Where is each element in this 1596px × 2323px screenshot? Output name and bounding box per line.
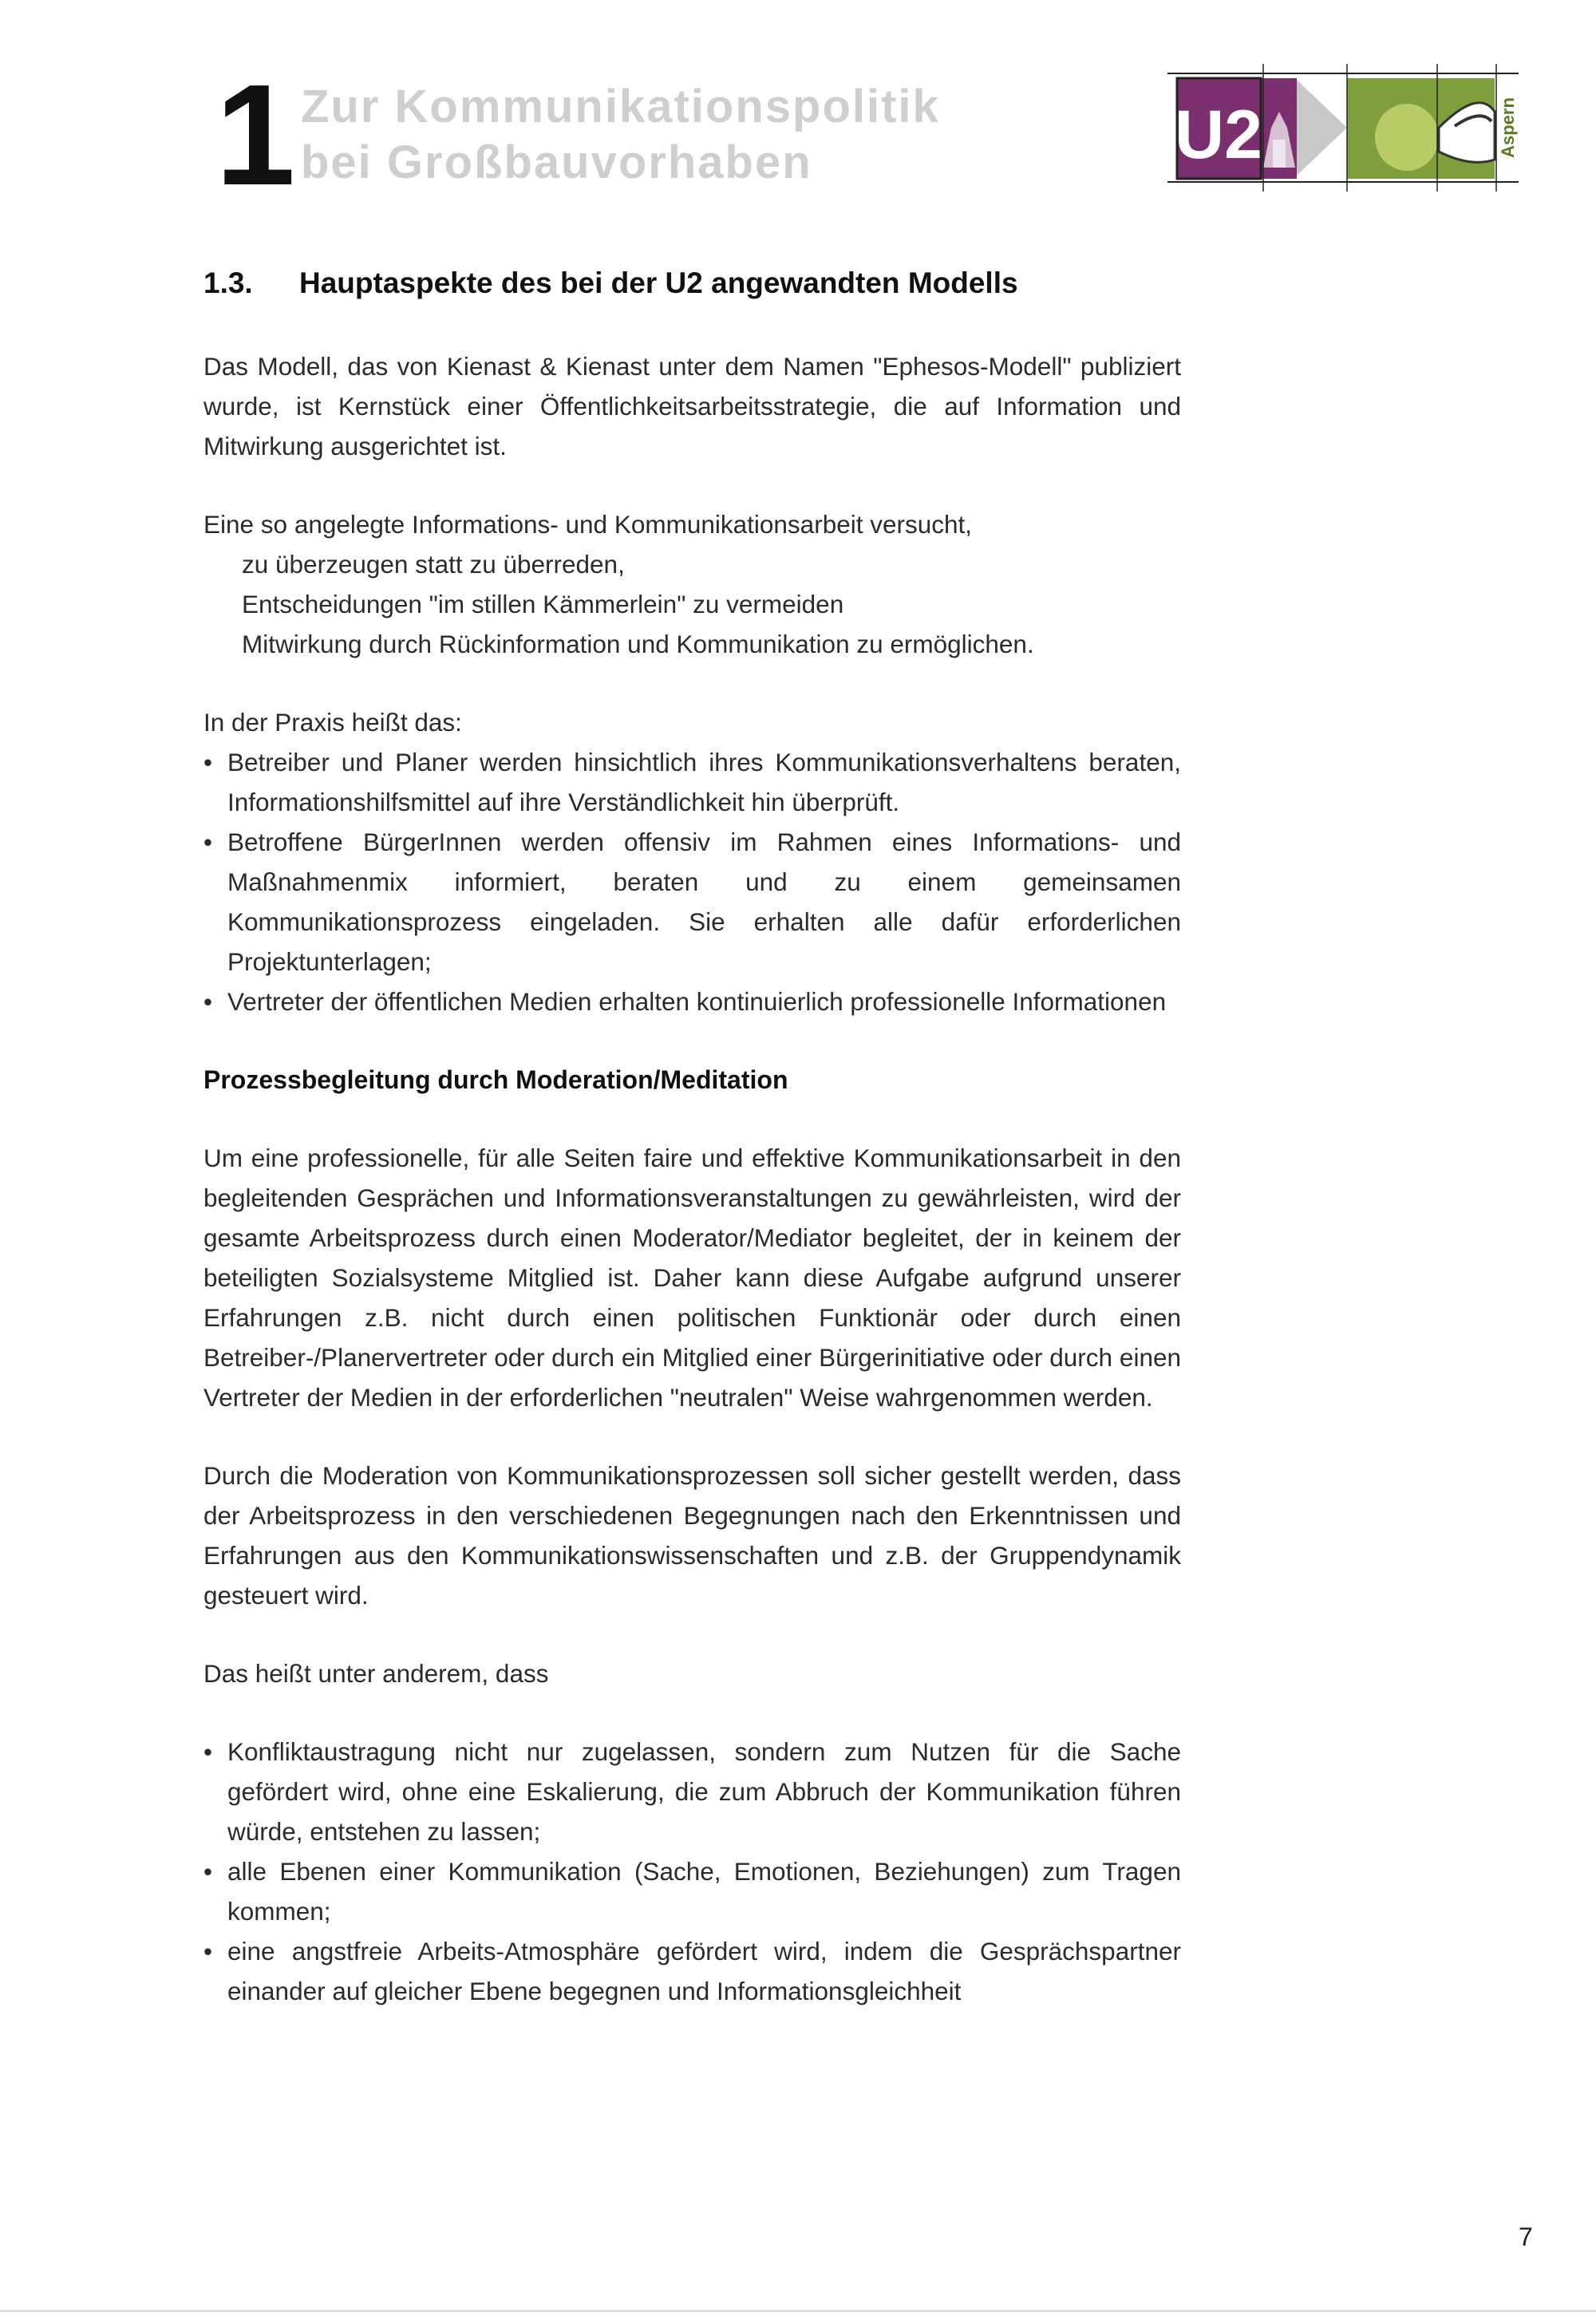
chapter-title-line-1: Zur Kommunikationspolitik (301, 81, 940, 132)
page-content (203, 263, 1181, 2011)
moderation-lead: Das heißt unter anderem, dass (203, 1659, 549, 1688)
list-item: • alle Ebenen einer Kommunikation (Sache, Emotionen, Beziehungen) zum Tragen kommen; (203, 1851, 1181, 1931)
logo-u2-text: U2 (1175, 97, 1262, 173)
moderation-list (203, 1732, 1181, 2011)
chapter-title (301, 79, 940, 191)
chapter-title-line-2: bei Großbauvorhaben (301, 136, 812, 188)
approach-lead: Eine so angelegte Informations- und Kommunikationsarbeit versucht, (203, 510, 973, 539)
section-heading (203, 263, 1181, 303)
bottom-rule (0, 2310, 1596, 2312)
list-item: • Betroffene BürgerInnen werden offensiv im Rahmen eines Informations- und Maßnahmenmix informiert, beraten und zu einem gemeinsamen Kommunikationsprozess eingeladen. Sie erhalten alle dafür erforderlichen Projektunterlagen; (203, 822, 1181, 982)
practice-lead: In der Praxis heißt das: (203, 708, 462, 737)
list-item: • eine angstfreie Arbeits-Atmosphäre gefördert wird, indem die Gesprächspartner einander auf gleicher Ebene begegnen und Informationsgleichheit (203, 1931, 1181, 2011)
moderation-paragraph-2: Durch die Moderation von Kommunikationsprozessen soll sicher gestellt werden, dass der Arbeitsprozess in den verschiedenen Begegnungen nach den Erkenntnissen und Erfahrungen aus den Kommunikationswissenschaften und z.B. der Gruppendynamik gesteuert wird. (203, 1461, 1181, 1610)
approach-item: Mitwirkung durch Rückinformation und Kommunikation zu ermöglichen. (242, 630, 1034, 658)
practice-list (203, 742, 1181, 1021)
list-item: • Betreiber und Planer werden hinsichtlich ihres Kommunikationsverhaltens beraten, Informationshilfsmittel auf ihre Verständlichkeit hin überprüft. (203, 742, 1181, 822)
moderation-paragraph-1: Um eine professionelle, für alle Seiten faire und effektive Kommunikationsarbeit in den begleitenden Gesprächen und Informationsveranstaltungen zu gewährleisten, wird der gesamte Arbeitsprozess durch einen Moderator/Mediator begleitet, der in keinem der beteiligten Sozialsysteme Mitglied ist. Daher kann diese Aufgabe aufgrund unserer Erfahrungen z.B. nicht durch einen politischen Funktionär oder durch einen Betreiber-/Planervertreter oder durch ein Mitglied einer Bürgerinitiative oder durch einen Vertreter der Medien in der erforderlichen "neutralen" Weise wahrgenommen werden. (203, 1144, 1181, 1412)
arrow-icon (1297, 80, 1347, 176)
intro-paragraph: Das Modell, das von Kienast & Kienast unter dem Namen "Ephesos-Modell" publiziert wurde, ist Kernstück einer Öffentlichkeitsarbeitsstrategie, die auf Information und Mitwirkung ausgerichtet ist. (203, 352, 1181, 460)
page-number: 7 (1519, 2222, 1533, 2251)
logo-aspern-text: Aspern (1498, 97, 1518, 158)
section-title: Hauptaspekte des bei der U2 angewandten Modells (299, 267, 1018, 299)
section-number: 1.3. (203, 267, 253, 299)
chapter-number: 1 (215, 55, 290, 215)
list-item: • Konfliktaustragung nicht nur zugelassen, sondern zum Nutzen für die Sache gefördert wird, ohne eine Eskalierung, die zum Abbruch der Kommunikation führen würde, entstehen zu lassen; (203, 1732, 1181, 1851)
list-item: • Vertreter der öffentlichen Medien erhalten kontinuierlich professionelle Informationen (203, 982, 1181, 1021)
u2-aspern-logo (1167, 64, 1535, 192)
approach-item: Entscheidungen "im stillen Kämmerlein" zu vermeiden (242, 590, 844, 618)
moderation-heading: Prozessbegleitung durch Moderation/Meditation (203, 1065, 788, 1094)
approach-item: zu überzeugen statt zu überreden, (242, 550, 625, 579)
